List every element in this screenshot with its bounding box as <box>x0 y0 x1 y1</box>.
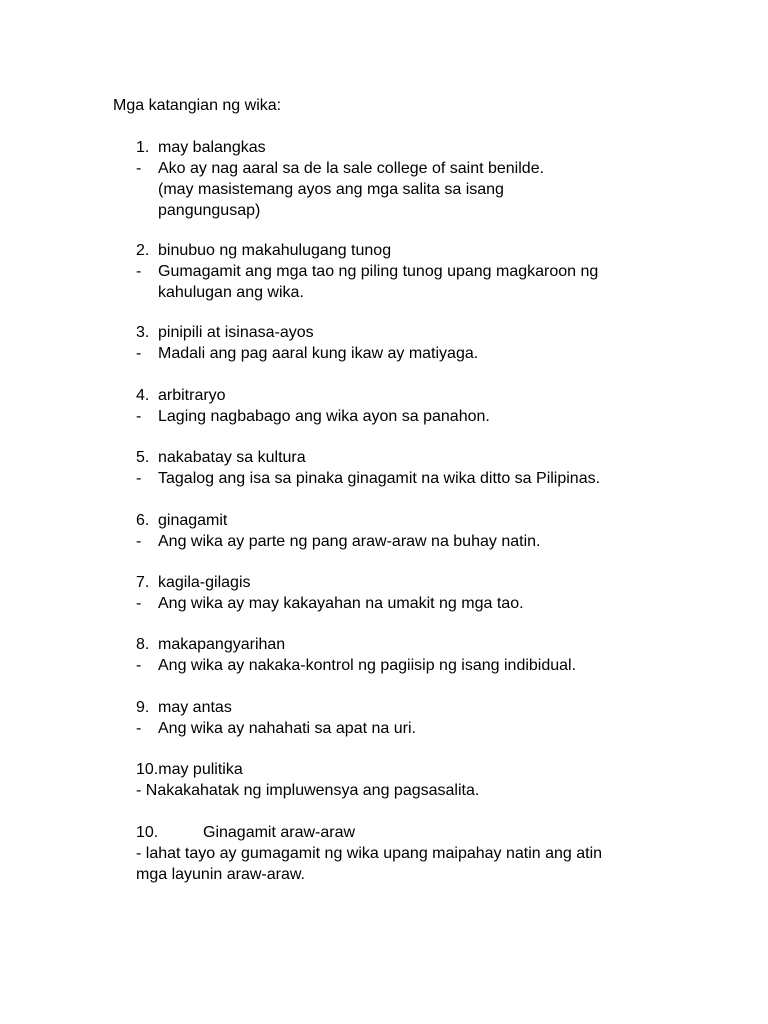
item-label: kagila-gilagis <box>158 574 251 591</box>
document-heading: Mga katangian ng wika: <box>113 97 282 114</box>
item-description: Gumagamit ang mga tao ng piling tunog upang magkaroon ng kahulugan ang wika. <box>158 263 599 301</box>
item-label: ginagamit <box>158 512 228 529</box>
item-label: may antas <box>158 699 232 716</box>
item-description: - lahat tayo ay gumagamit ng wika upang maipahay natin ang atin mga layunin araw-araw. <box>136 845 603 883</box>
item-number: 9. <box>136 699 150 716</box>
item-label: arbitraryo <box>158 387 226 404</box>
item-description: Ang wika ay parte ng pang araw-araw na buhay natin. <box>158 533 541 550</box>
item-description: Madali ang pag aaral kung ikaw ay matiyaga. <box>158 345 479 362</box>
item-number: 8. <box>136 636 150 653</box>
item-label: makapangyarihan <box>158 636 286 653</box>
item-number: 10. <box>136 824 159 841</box>
item-bullet: - <box>136 657 142 674</box>
item-description: Ako ay nag aaral sa de la sale college of saint benilde. (may masistemang ayos ang mga salita sa isang pangungusap) <box>158 160 545 219</box>
item-label: 10.may pulitika <box>136 761 243 778</box>
item-description: Ang wika ay nahahati sa apat na uri. <box>158 720 416 737</box>
item-description: Laging nagbabago ang wika ayon sa panahon. <box>158 408 490 425</box>
item-number: 3. <box>136 324 150 341</box>
item-bullet: - <box>136 470 142 487</box>
item-number: 7. <box>136 574 150 591</box>
item-number: 1. <box>136 139 150 156</box>
item-bullet: - <box>136 408 142 425</box>
item-bullet: - <box>136 720 142 737</box>
item-number: 4. <box>136 387 150 404</box>
item-label: nakabatay sa kultura <box>158 449 306 466</box>
item-bullet: - <box>136 263 142 280</box>
item-label: Ginagamit araw-araw <box>203 824 356 841</box>
item-description: Tagalog ang isa sa pinaka ginagamit na wika ditto sa Pilipinas. <box>158 470 601 487</box>
item-label: pinipili at isinasa-ayos <box>158 324 314 341</box>
item-label: binubuo ng makahulugang tunog <box>158 242 392 259</box>
item-number: 2. <box>136 242 150 259</box>
item-number: 6. <box>136 512 150 529</box>
item-bullet: - <box>136 533 142 550</box>
item-bullet: - <box>136 345 142 362</box>
item-description: Ang wika ay nakaka-kontrol ng pagiisip ng isang indibidual. <box>158 657 577 674</box>
item-bullet: - <box>136 160 142 177</box>
item-bullet: - <box>136 595 142 612</box>
item-description: Ang wika ay may kakayahan na umakit ng mga tao. <box>158 595 524 612</box>
item-number: 5. <box>136 449 150 466</box>
item-description: - Nakakahatak ng impluwensya ang pagsasalita. <box>136 782 480 799</box>
item-label: may balangkas <box>158 139 266 156</box>
